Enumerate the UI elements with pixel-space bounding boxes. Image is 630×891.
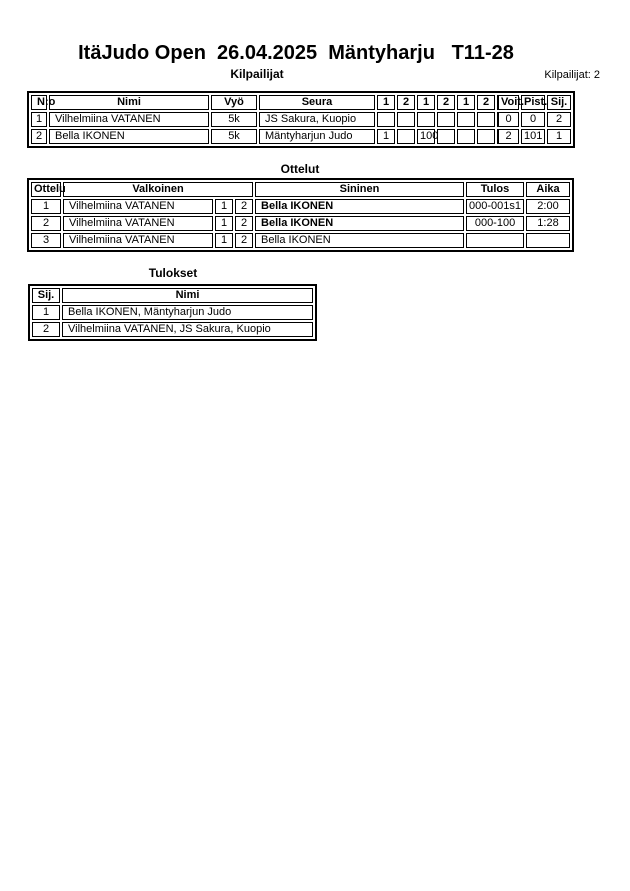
matches-section-title: Ottelut [280,162,320,176]
match-result: 000-100 [466,216,524,231]
competitor-row [31,129,571,144]
result-place: 2 [32,322,60,337]
score-cell [397,129,415,144]
wins-cell: 2 [497,129,519,144]
column-header-number: N:o [31,95,47,110]
column-header-wins: Voit. [497,95,519,110]
score-cell [457,129,475,144]
points-cell: 101 [521,129,545,144]
column-header-belt: Vyö [211,95,257,110]
match-time: 1:28 [526,216,570,231]
white-competitor-number: 1 [215,199,233,214]
match-number: 3 [31,233,61,248]
column-header-name: Nimi [49,95,209,110]
points-cell: 0 [521,112,545,127]
blue-competitor-number: 2 [235,216,253,231]
blue-competitor-name: Bella IKONEN [255,199,464,214]
place-cell: 1 [547,129,571,144]
blue-competitor-number: 2 [235,199,253,214]
score-cell [477,112,495,127]
score-cell [437,112,455,127]
competitor-belt: 5k [211,112,257,127]
result-name: Bella IKONEN, Mäntyharjun Judo [62,305,313,320]
match-result: 000-001s1 [466,199,524,214]
competitor-name: Vilhelmiina VATANEN [49,112,209,127]
score-cell [437,129,455,144]
column-header-score-1: 1 [377,95,395,110]
results-table [28,284,317,341]
results-header-row [32,288,313,303]
match-row [31,216,570,231]
score-cell [477,129,495,144]
white-competitor-name: Vilhelmiina VATANEN [63,199,213,214]
column-header-score-4: 2 [437,95,455,110]
white-competitor-number: 1 [215,216,233,231]
column-header-place: Sij. [32,288,60,303]
score-cell [397,112,415,127]
blue-competitor-number: 2 [235,233,253,248]
column-header-score-2: 2 [397,95,415,110]
column-header-name: Nimi [62,288,313,303]
match-row [31,233,570,248]
column-header-white: Valkoinen [63,182,253,197]
competitors-header-row [31,95,571,110]
column-header-points: Pist. [521,95,545,110]
place-cell: 2 [547,112,571,127]
score-cell [417,112,435,127]
column-header-score-5: 1 [457,95,475,110]
competitors-table [27,91,575,148]
result-place: 1 [32,305,60,320]
result-row [32,322,313,337]
match-number: 1 [31,199,61,214]
column-header-score-6: 2 [477,95,495,110]
competitor-number: 1 [31,112,47,127]
competitor-number: 2 [31,129,47,144]
wins-cell: 0 [497,112,519,127]
column-header-place: Sij. [547,95,571,110]
score-cell: 1 [377,129,395,144]
competitors-section-title: Kilpailijat [230,67,284,81]
result-name: Vilhelmiina VATANEN, JS Sakura, Kuopio [62,322,313,337]
match-result [466,233,524,248]
match-number: 2 [31,216,61,231]
white-competitor-name: Vilhelmiina VATANEN [63,233,213,248]
score-cell [457,112,475,127]
white-competitor-number: 1 [215,233,233,248]
tournament-title: ItäJudo Open 26.04.2025 Mäntyharju T11-28 [78,42,514,64]
competitor-name: Bella IKONEN [49,129,209,144]
blue-competitor-name: Bella IKONEN [255,216,464,231]
competitor-row [31,112,571,127]
column-header-blue: Sininen [255,182,464,197]
white-competitor-name: Vilhelmiina VATANEN [63,216,213,231]
result-row [32,305,313,320]
score-cell [377,112,395,127]
competitor-club: JS Sakura, Kuopio [259,112,375,127]
matches-header-row [31,182,570,197]
competitors-count-label: Kilpailijat: 2 [544,69,600,81]
column-header-time: Aika [526,182,570,197]
column-header-result: Tulos [466,182,524,197]
competitor-belt: 5k [211,129,257,144]
matches-table [27,178,574,252]
blue-competitor-name: Bella IKONEN [255,233,464,248]
column-header-score-3: 1 [417,95,435,110]
match-time [526,233,570,248]
match-time: 2:00 [526,199,570,214]
results-section-title: Tulokset [148,266,198,280]
column-header-match: Ottelu [31,182,61,197]
score-cell: 100 [417,129,435,144]
column-header-club: Seura [259,95,375,110]
competitor-club: Mäntyharjun Judo [259,129,375,144]
match-row [31,199,570,214]
